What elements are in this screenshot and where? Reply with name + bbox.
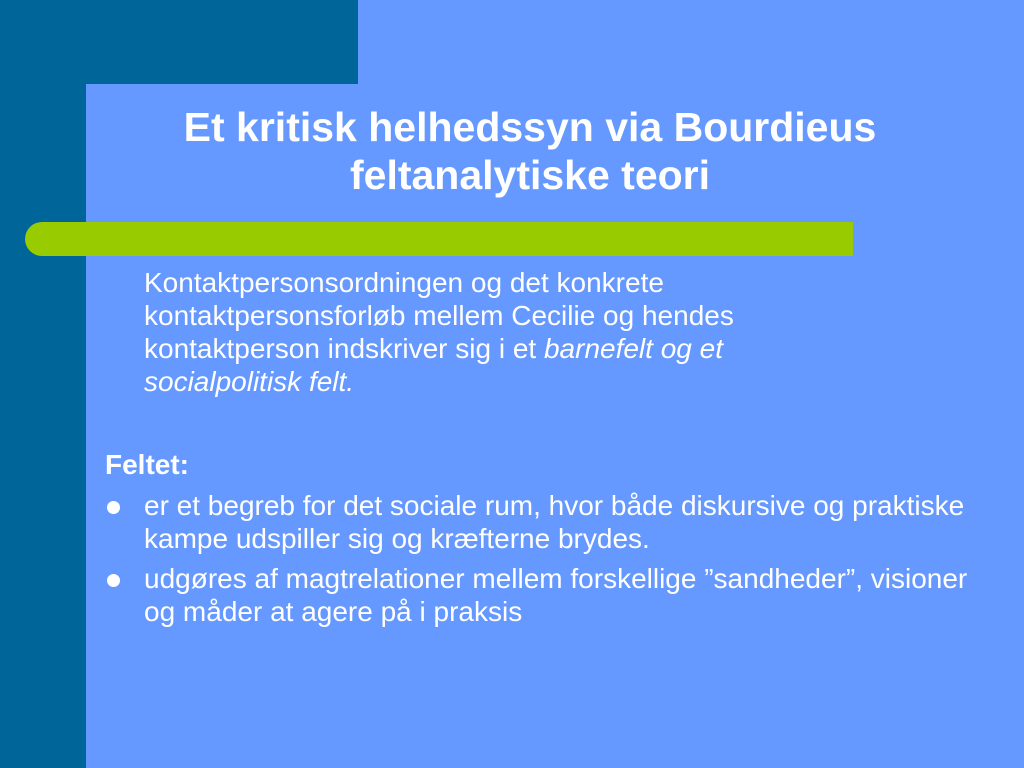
section-heading: Feltet: xyxy=(105,449,189,480)
slide-title xyxy=(100,103,960,199)
title-divider-bar xyxy=(25,222,853,256)
slide-title-line-2: feltanalytiske teori xyxy=(349,152,711,198)
bullet-item xyxy=(105,489,985,555)
bullet-list xyxy=(105,489,985,635)
top-accent-block xyxy=(0,0,358,84)
bullet-dot-icon xyxy=(107,574,120,587)
left-accent-bar xyxy=(0,0,86,768)
bullet-dot-icon xyxy=(107,501,120,514)
intro-text: Kontaktpersonsordningen og det konkrete kontaktpersonsforløb mellem Cecilie og hendes kontaktperson indskriver sig i et xyxy=(144,267,734,364)
intro-paragraph xyxy=(144,266,884,398)
bullet-text: udgøres af magtrelationer mellem forskellige ”sandheder”, visioner og måder at agere på i praksis xyxy=(144,563,968,627)
bullet-text: er et begreb for det sociale rum, hvor både diskursive og praktiske kampe udspiller sig og kræfterne brydes. xyxy=(144,490,965,554)
bullet-item xyxy=(105,562,985,628)
intro-italic-text: barnefelt og et socialpolitisk felt. xyxy=(144,333,723,397)
slide-title-line-1: Et kritisk helhedssyn via Bourdieus xyxy=(183,104,877,150)
